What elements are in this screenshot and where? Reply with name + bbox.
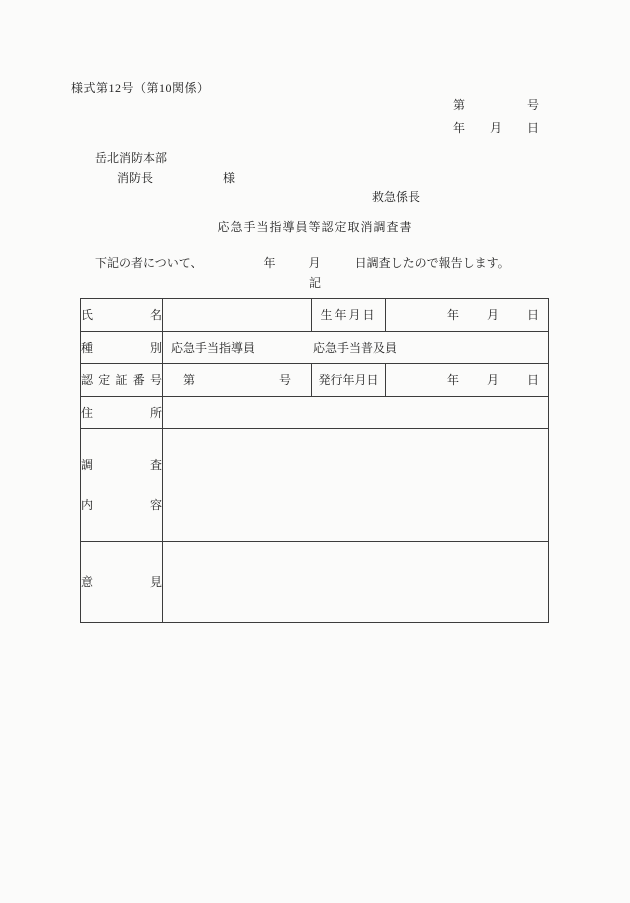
organization-name: 岳北消防本部 bbox=[95, 151, 168, 165]
issue-label-cell bbox=[312, 364, 386, 397]
cert-number-prefix: 第 bbox=[183, 373, 196, 387]
addressee-honorific: 様 bbox=[223, 171, 236, 185]
birth-date-fields bbox=[386, 309, 548, 321]
birth-label: 生年月日 bbox=[320, 308, 377, 322]
address-value-cell bbox=[163, 397, 549, 429]
table-row-name bbox=[81, 299, 549, 332]
issue-year: 年 bbox=[446, 373, 459, 387]
investigation-label-cell bbox=[81, 429, 163, 542]
opinion-value-cell bbox=[163, 542, 549, 623]
birth-year: 年 bbox=[446, 308, 459, 322]
cert-number-suffix: 号 bbox=[278, 373, 291, 387]
cert-label: 認定証番号 bbox=[81, 373, 162, 387]
investigation-label-line1: 調査 bbox=[81, 458, 162, 472]
doc-date-day: 日 bbox=[526, 121, 539, 135]
investigation-value-cell bbox=[163, 429, 549, 542]
doc-number-prefix: 第 bbox=[453, 98, 466, 112]
birth-value-cell bbox=[386, 299, 549, 332]
cert-number-cell bbox=[163, 364, 312, 397]
doc-date-year: 年 bbox=[453, 121, 466, 135]
type-option-instructor: 応急手当指導員 bbox=[171, 340, 256, 355]
issue-day: 日 bbox=[526, 373, 539, 387]
opinion-label: 意見 bbox=[81, 575, 162, 589]
document-title: 応急手当指導員等認定取消調査書 bbox=[217, 220, 413, 234]
type-value-cell bbox=[163, 332, 549, 364]
lead-sentence bbox=[95, 257, 510, 269]
cert-number-fields bbox=[163, 374, 311, 386]
doc-date-line bbox=[453, 122, 539, 134]
doc-number-line bbox=[453, 99, 539, 111]
name-label: 氏名 bbox=[81, 308, 162, 322]
type-label: 種別 bbox=[81, 340, 162, 355]
birth-day: 日 bbox=[526, 308, 539, 322]
issue-label: 発行年月日 bbox=[318, 373, 379, 387]
table-row-type bbox=[81, 332, 549, 364]
issue-date-fields bbox=[386, 374, 548, 386]
addressee-title: 消防長 bbox=[117, 171, 154, 185]
type-label-cell bbox=[81, 332, 163, 364]
lead-day-rest: 日調査したので報告します。 bbox=[354, 256, 510, 270]
table-row-investigation bbox=[81, 429, 549, 542]
form-number: 様式第12号（第10関係） bbox=[71, 81, 210, 95]
doc-date-month: 月 bbox=[489, 121, 502, 135]
doc-number-date-block bbox=[453, 99, 539, 145]
table-row-address bbox=[81, 397, 549, 429]
address-label: 住所 bbox=[81, 405, 162, 420]
addressee-line bbox=[117, 172, 235, 184]
birth-label-cell bbox=[312, 299, 386, 332]
opinion-label-cell bbox=[81, 542, 163, 623]
name-label-cell bbox=[81, 299, 163, 332]
ki-heading: 記 bbox=[308, 276, 321, 290]
lead-month: 月 bbox=[308, 256, 321, 270]
birth-month: 月 bbox=[486, 308, 499, 322]
type-option-promoter: 応急手当普及員 bbox=[313, 340, 398, 355]
investigation-form-table bbox=[80, 298, 549, 623]
name-value-cell bbox=[163, 299, 312, 332]
sender-title: 救急係長 bbox=[372, 190, 421, 204]
lead-text: 下記の者について、 bbox=[95, 256, 203, 270]
address-label-cell bbox=[81, 397, 163, 429]
lead-year: 年 bbox=[263, 256, 276, 270]
table-row-cert-number bbox=[81, 364, 549, 397]
table-row-opinion bbox=[81, 542, 549, 623]
doc-number-suffix: 号 bbox=[526, 98, 539, 112]
issue-value-cell bbox=[386, 364, 549, 397]
issue-month: 月 bbox=[486, 373, 499, 387]
type-options bbox=[163, 342, 548, 354]
investigation-label bbox=[81, 459, 162, 511]
investigation-label-line2: 内容 bbox=[81, 498, 162, 512]
cert-label-cell bbox=[81, 364, 163, 397]
